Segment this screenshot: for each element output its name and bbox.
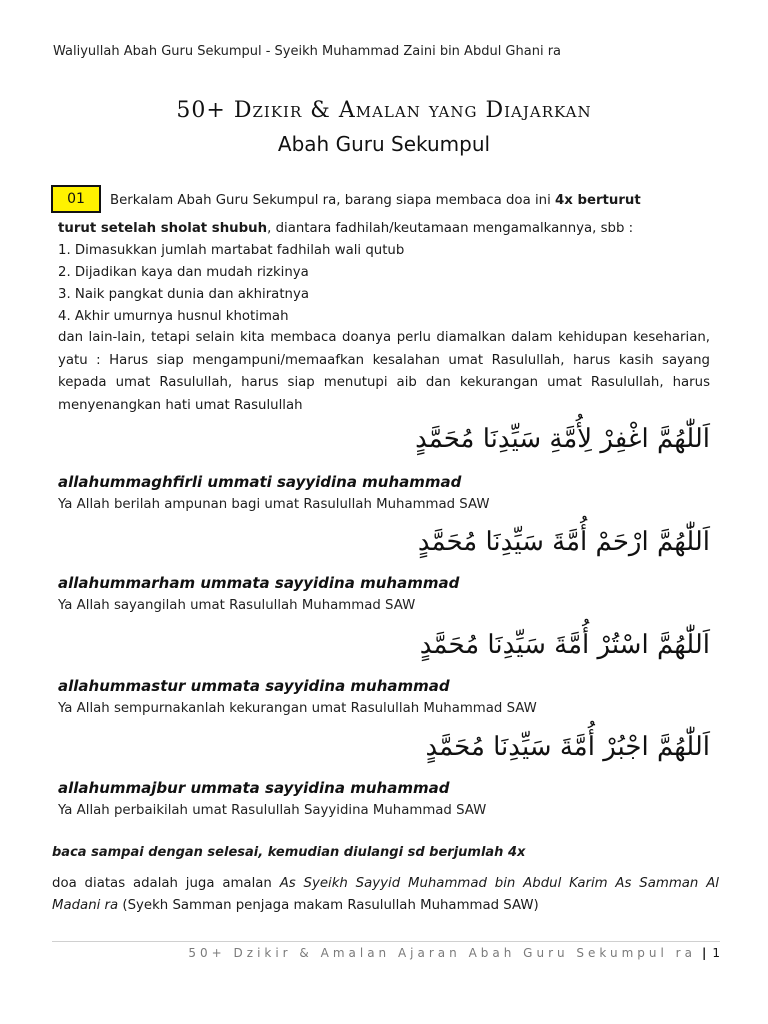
intro-emphasis: 4x berturut [555, 193, 641, 208]
section-intro-continued [58, 218, 718, 240]
closing-text-after: (Syekh Samman penjaga makam Rasulullah Muhammad SAW) [118, 898, 539, 913]
footer-separator: | [701, 946, 707, 960]
footer-title: 50+ Dzikir & Amalan Ajaran Abah Guru Sekumpul ra [188, 946, 696, 960]
closing-paragraph [52, 873, 719, 917]
dua-arabic-2: اَللّٰهُمَّ ارْحَمْ أُمَّةَ سَيِّدِنَا مُحَمَّدٍ [417, 527, 710, 557]
dua-meaning-4: Ya Allah perbaikilah umat Rasulullah Sayyidina Muhammad SAW [58, 803, 487, 818]
intro-text: Berkalam Abah Guru Sekumpul ra, barang siapa membaca doa ini [110, 193, 555, 208]
page-number: 1 [712, 946, 720, 960]
benefits-list [58, 240, 718, 328]
running-header: Waliyullah Abah Guru Sekumpul - Syeikh Muhammad Zaini bin Abdul Ghani ra [53, 44, 562, 59]
dua-meaning-1: Ya Allah berilah ampunan bagi umat Rasulullah Muhammad SAW [58, 497, 490, 512]
dua-latin-3: allahummastur ummata sayyidina muhammad [58, 677, 450, 695]
closing-italic-name: As Syeikh Sayyid Muhammad bin Abdul Karim As Samman Al Madani ra [52, 876, 719, 913]
section-number-badge: 01 [51, 185, 101, 213]
list-item: 2. Dijadikan kaya dan mudah rizkinya [58, 265, 309, 280]
list-item: 3. Naik pangkat dunia dan akhiratnya [58, 287, 309, 302]
dua-arabic-4: اَللّٰهُمَّ اجْبُرْ أُمَّةَ سَيِّدِنَا مُحَمَّدٍ [425, 732, 710, 762]
dua-meaning-2: Ya Allah sayangilah umat Rasulullah Muhammad SAW [58, 598, 416, 613]
section-intro [110, 190, 720, 212]
document-title: 50+ Dzikir & Amalan yang Diajarkan [176, 98, 592, 123]
dua-latin-4: allahummajbur ummata sayyidina muhammad [58, 779, 450, 797]
repeat-instruction: baca sampai dengan selesai, kemudian diulangi sd berjumlah 4x [52, 845, 526, 860]
dua-meaning-3: Ya Allah sempurnakanlah kekurangan umat Rasulullah Muhammad SAW [58, 701, 537, 716]
dua-latin-2: allahummarham ummata sayyidina muhammad [58, 574, 460, 592]
intro-text-after: , diantara fadhilah/keutamaan mengamalkannya, sbb : [267, 221, 634, 236]
dua-latin-1: allahummaghfirli ummati sayyidina muhammad [58, 473, 462, 491]
intro-emphasis-continued: turut setelah sholat shubuh [58, 221, 268, 236]
closing-text: doa diatas adalah juga amalan [52, 876, 280, 891]
list-item: 1. Dimasukkan jumlah martabat fadhilah wali qutub [58, 243, 405, 258]
list-item: 4. Akhir umurnya husnul khotimah [58, 309, 289, 324]
footer-divider [52, 941, 720, 942]
dua-arabic-3: اَللّٰهُمَّ اسْتُرْ أُمَّةَ سَيِّدِنَا مُحَمَّدٍ [419, 630, 710, 660]
document-subtitle: Abah Guru Sekumpul [277, 132, 491, 156]
practice-paragraph: dan lain-lain, tetapi selain kita membaca doanya perlu diamalkan dalam kehidupan keseharian, yatu : Harus siap mengampuni/memaafkan kesalahan umat Rasulullah, harus kasih sayang kepada umat Rasulullah, harus siap menutupi aib dan kekurangan umat Rasulullah, harus menyenangkan hati umat Rasulullah [58, 330, 710, 413]
page-footer [188, 946, 720, 960]
dua-arabic-1: اَللّٰهُمَّ اغْفِرْ لِأُمَّةِ سَيِّدِنَا مُحَمَّدٍ [415, 424, 710, 454]
